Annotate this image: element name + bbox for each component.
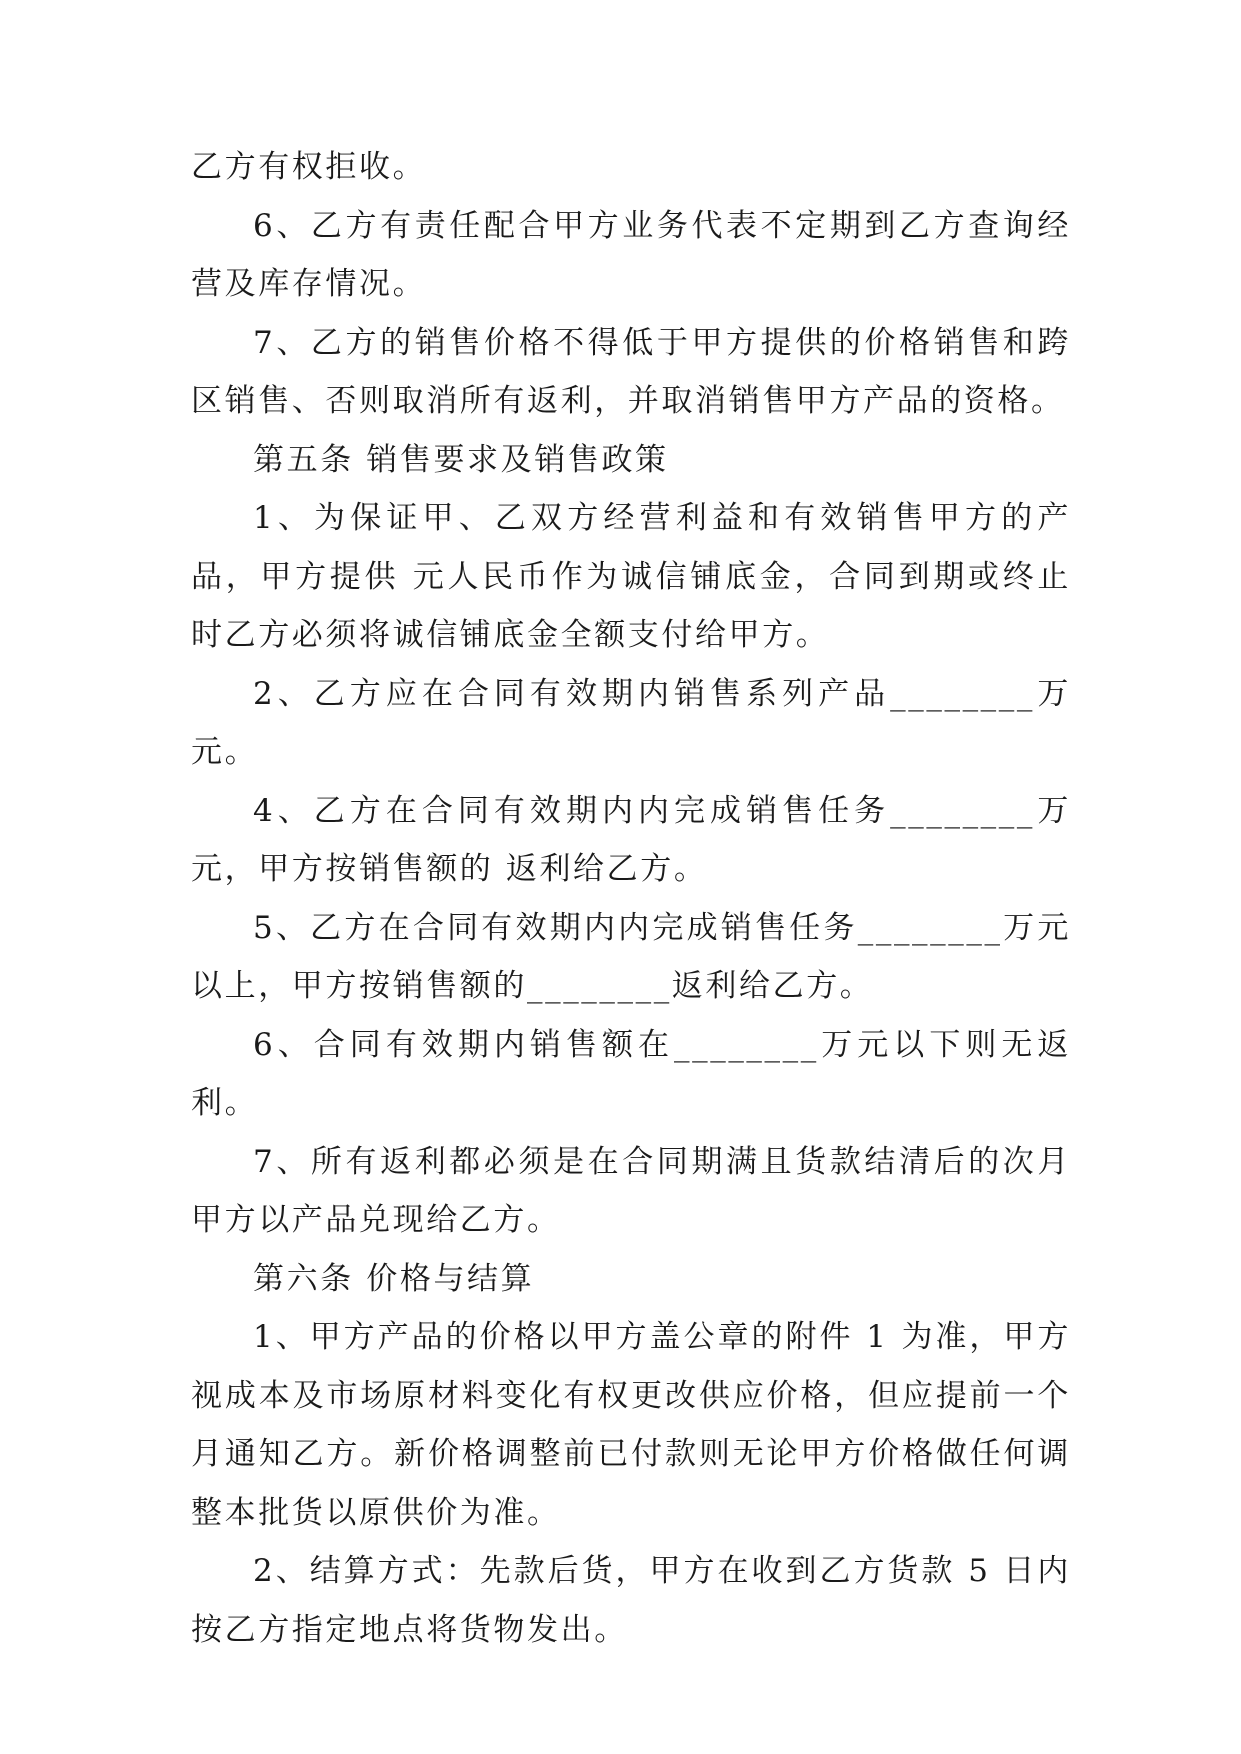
paragraph-price-clause: 7、乙方的销售价格不得低于甲方提供的价格销售和跨区销售、否则取消所有返利，并取消销售甲方产品的资格。 — [191, 324, 1071, 419]
document-page — [191, 138, 1071, 1659]
paragraph-rebate-clause-4: 4、乙方在合同有效期内内完成销售任务________万元，甲方按销售额的 返利给乙方。 — [191, 792, 1071, 887]
section-heading-article-5: 第五条 销售要求及销售政策 — [253, 441, 669, 478]
section-heading-article-6: 第六条 价格与结算 — [253, 1260, 535, 1297]
paragraph-reject-clause: 乙方有权拒收。 — [191, 149, 427, 185]
paragraph-rebate-clause-5: 5、乙方在合同有效期内内完成销售任务________万元以上，甲方按销售额的________返利给乙方。 — [191, 909, 1071, 1004]
paragraph-rebate-redeem-clause: 7、所有返利都必须是在合同期满且货款结清后的次月甲方以产品兑现给乙方。 — [191, 1143, 1071, 1238]
paragraph-inspection-clause: 6、乙方有责任配合甲方业务代表不定期到乙方查询经营及库存情况。 — [191, 207, 1071, 302]
paragraph-sales-target-clause: 2、乙方应在合同有效期内销售系列产品________万元。 — [191, 675, 1071, 770]
paragraph-pricing-clause: 1、甲方产品的价格以甲方盖公章的附件 1 为准，甲方视成本及市场原材料变化有权更改供应价格，但应提前一个月通知乙方。新价格调整前已付款则无论甲方价格做任何调整本批货以原供价为准。 — [191, 1319, 1071, 1531]
paragraph-settlement-clause: 2、结算方式：先款后货，甲方在收到乙方货款 5 日内按乙方指定地点将货物发出。 — [191, 1553, 1071, 1648]
paragraph-no-rebate-clause: 6、合同有效期内销售额在________万元以下则无返利。 — [191, 1026, 1071, 1121]
paragraph-deposit-clause: 1、为保证甲、乙双方经营利益和有效销售甲方的产品，甲方提供 元人民币作为诚信铺底金，合同到期或终止时乙方必须将诚信铺底金全额支付给甲方。 — [191, 500, 1071, 653]
